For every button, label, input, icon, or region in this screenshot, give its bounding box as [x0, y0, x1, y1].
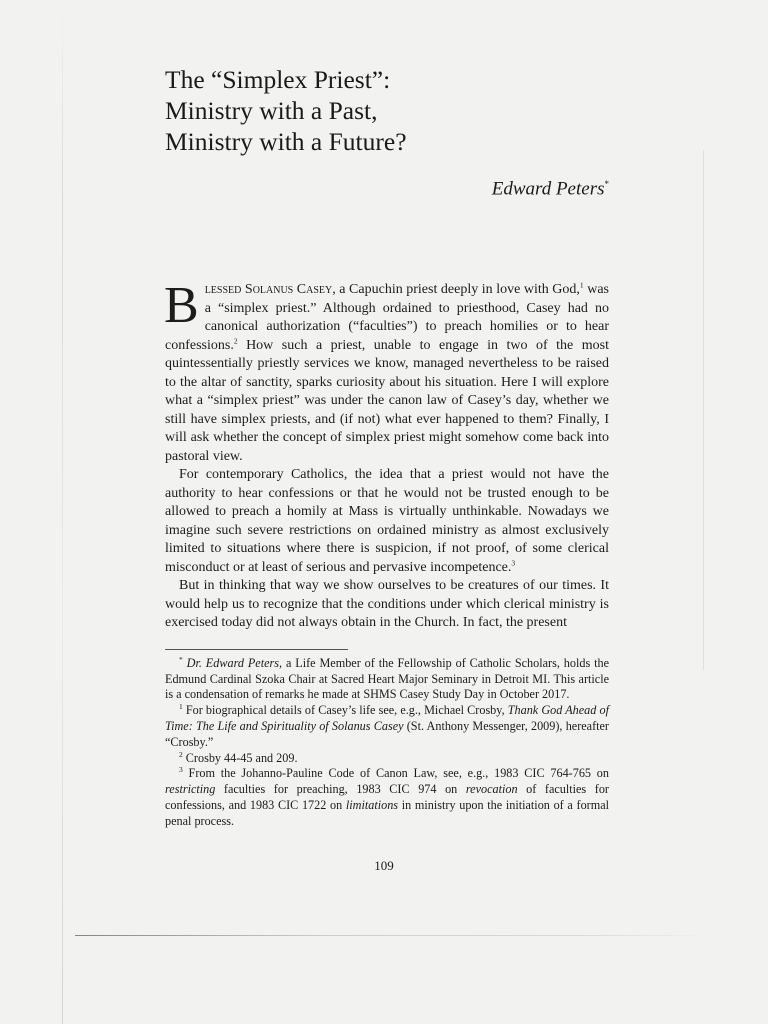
paragraph-3: But in thinking that way we show ourselves to be creatures of our times. It would help us to recognize that the conditions under which clerical ministry is exercised today did not always obtain in the Church. In fact, the present — [165, 578, 609, 631]
footnote-3-italic-2: revocation — [465, 782, 518, 797]
article-title — [165, 64, 609, 157]
footnote-2-text: Crosby 44-45 and 209. — [182, 750, 298, 765]
footnote-3-text-b: faculties for preaching, 1983 CIC 974 on — [215, 782, 466, 797]
drop-cap: B — [164, 277, 199, 335]
footnotes — [165, 656, 609, 830]
article-body — [164, 277, 609, 633]
title-line-1: The “Simplex Priest”: — [165, 65, 391, 94]
page-number: 109 — [374, 858, 394, 873]
footnote-ref-2: 2 — [233, 336, 238, 346]
footnote-3-text-c: of faculties for confessions, and 1983 CIC 1722 on — [165, 782, 609, 812]
paragraph-2-text: For contemporary Catholics, the idea that a priest would not have the authority to hear confessions or that he would not be trusted enough to be allowed to preach a homily at Mass is virtually unthinkable. Nowadays we imagine such severe restrictions on ordained ministry as almost exclusively limited to situations where there is suspicion, if not proof, of some clerical misconduct or at least of serious and pervasive incompetence. — [165, 467, 609, 575]
footnote-2 — [165, 751, 609, 767]
scan-bottom-line — [75, 935, 705, 936]
footnote-star-name: Dr. Edward Peters, — [186, 655, 283, 670]
footnote-3-italic-1: restricting — [165, 782, 216, 797]
paragraph-1-text-c: How such a priest, unable to engage in two of the most quintessentially priestly services we know, managed nevertheless to be raised to the altar of sanctity, sparks curiosity about his situation. Here I will explore what a “simplex priest” was under the canon law of Casey’s day, whether we still have simplex priests, and (if not) what ever happened to them? Finally, I will ask whether the concept of simplex priest might somehow come back into pastoral view. — [165, 337, 609, 464]
footnote-3 — [165, 766, 609, 829]
footnote-ref-1: 1 — [579, 280, 584, 290]
scan-edge-right — [703, 150, 704, 670]
footnote-1 — [165, 703, 609, 750]
footnote-star-text: a Life Member of the Fellowship of Catholic Scholars, holds the Edmund Cardinal Szoka Chair at Sacred Heart Major Seminary in Detroit MI. This article is a condensation of remarks he made at SHMS Casey Study Day in October 2017. — [165, 655, 609, 702]
lead-in: lessed Solanus Casey — [204, 282, 333, 298]
footnote-star-mark: * — [179, 654, 183, 664]
footnote-1-mark: 1 — [179, 702, 183, 712]
footnote-3-text-d: in ministry upon the initiation of a formal penal process. — [165, 798, 609, 828]
paragraph-1-text-b: was a “simplex priest.” Although ordained to priesthood, Casey had no canonical authorization (“faculties”) to preach homilies or to hear confessions. — [165, 282, 609, 353]
author-name: Edward Peters — [491, 178, 605, 200]
page — [165, 64, 609, 830]
footnote-star — [165, 656, 609, 703]
footnote-3-italic-3: limitations — [345, 798, 399, 812]
title-line-3: Ministry with a Future? — [165, 127, 407, 156]
footnote-3-text-a: From the Johanno-Pauline Code of Canon Law, see, e.g., 1983 CIC 764-765 on — [182, 766, 609, 781]
paragraph-2 — [165, 466, 609, 577]
author-footnote-mark: * — [604, 179, 609, 189]
paragraph-1-text-a: , a Capuchin priest deeply in love with God, — [332, 282, 580, 298]
footnote-rule — [165, 649, 348, 650]
footnote-ref-3: 3 — [511, 558, 516, 568]
footnote-1-text-a: For biographical details of Casey’s life see, e.g., Michael Crosby, — [182, 703, 508, 718]
title-line-2: Ministry with a Past, — [165, 96, 378, 125]
footnote-2-mark: 2 — [179, 749, 183, 759]
footnote-1-book-title: Thank God Ahead of Time: The Life and Spirituality of Solanus Casey — [165, 703, 609, 734]
paragraph-1 — [164, 277, 609, 466]
author-line — [165, 172, 609, 201]
footnote-3-mark: 3 — [179, 765, 183, 775]
footnote-1-text-b: (St. Anthony Messenger, 2009), hereafter “Crosby.” — [165, 719, 609, 749]
